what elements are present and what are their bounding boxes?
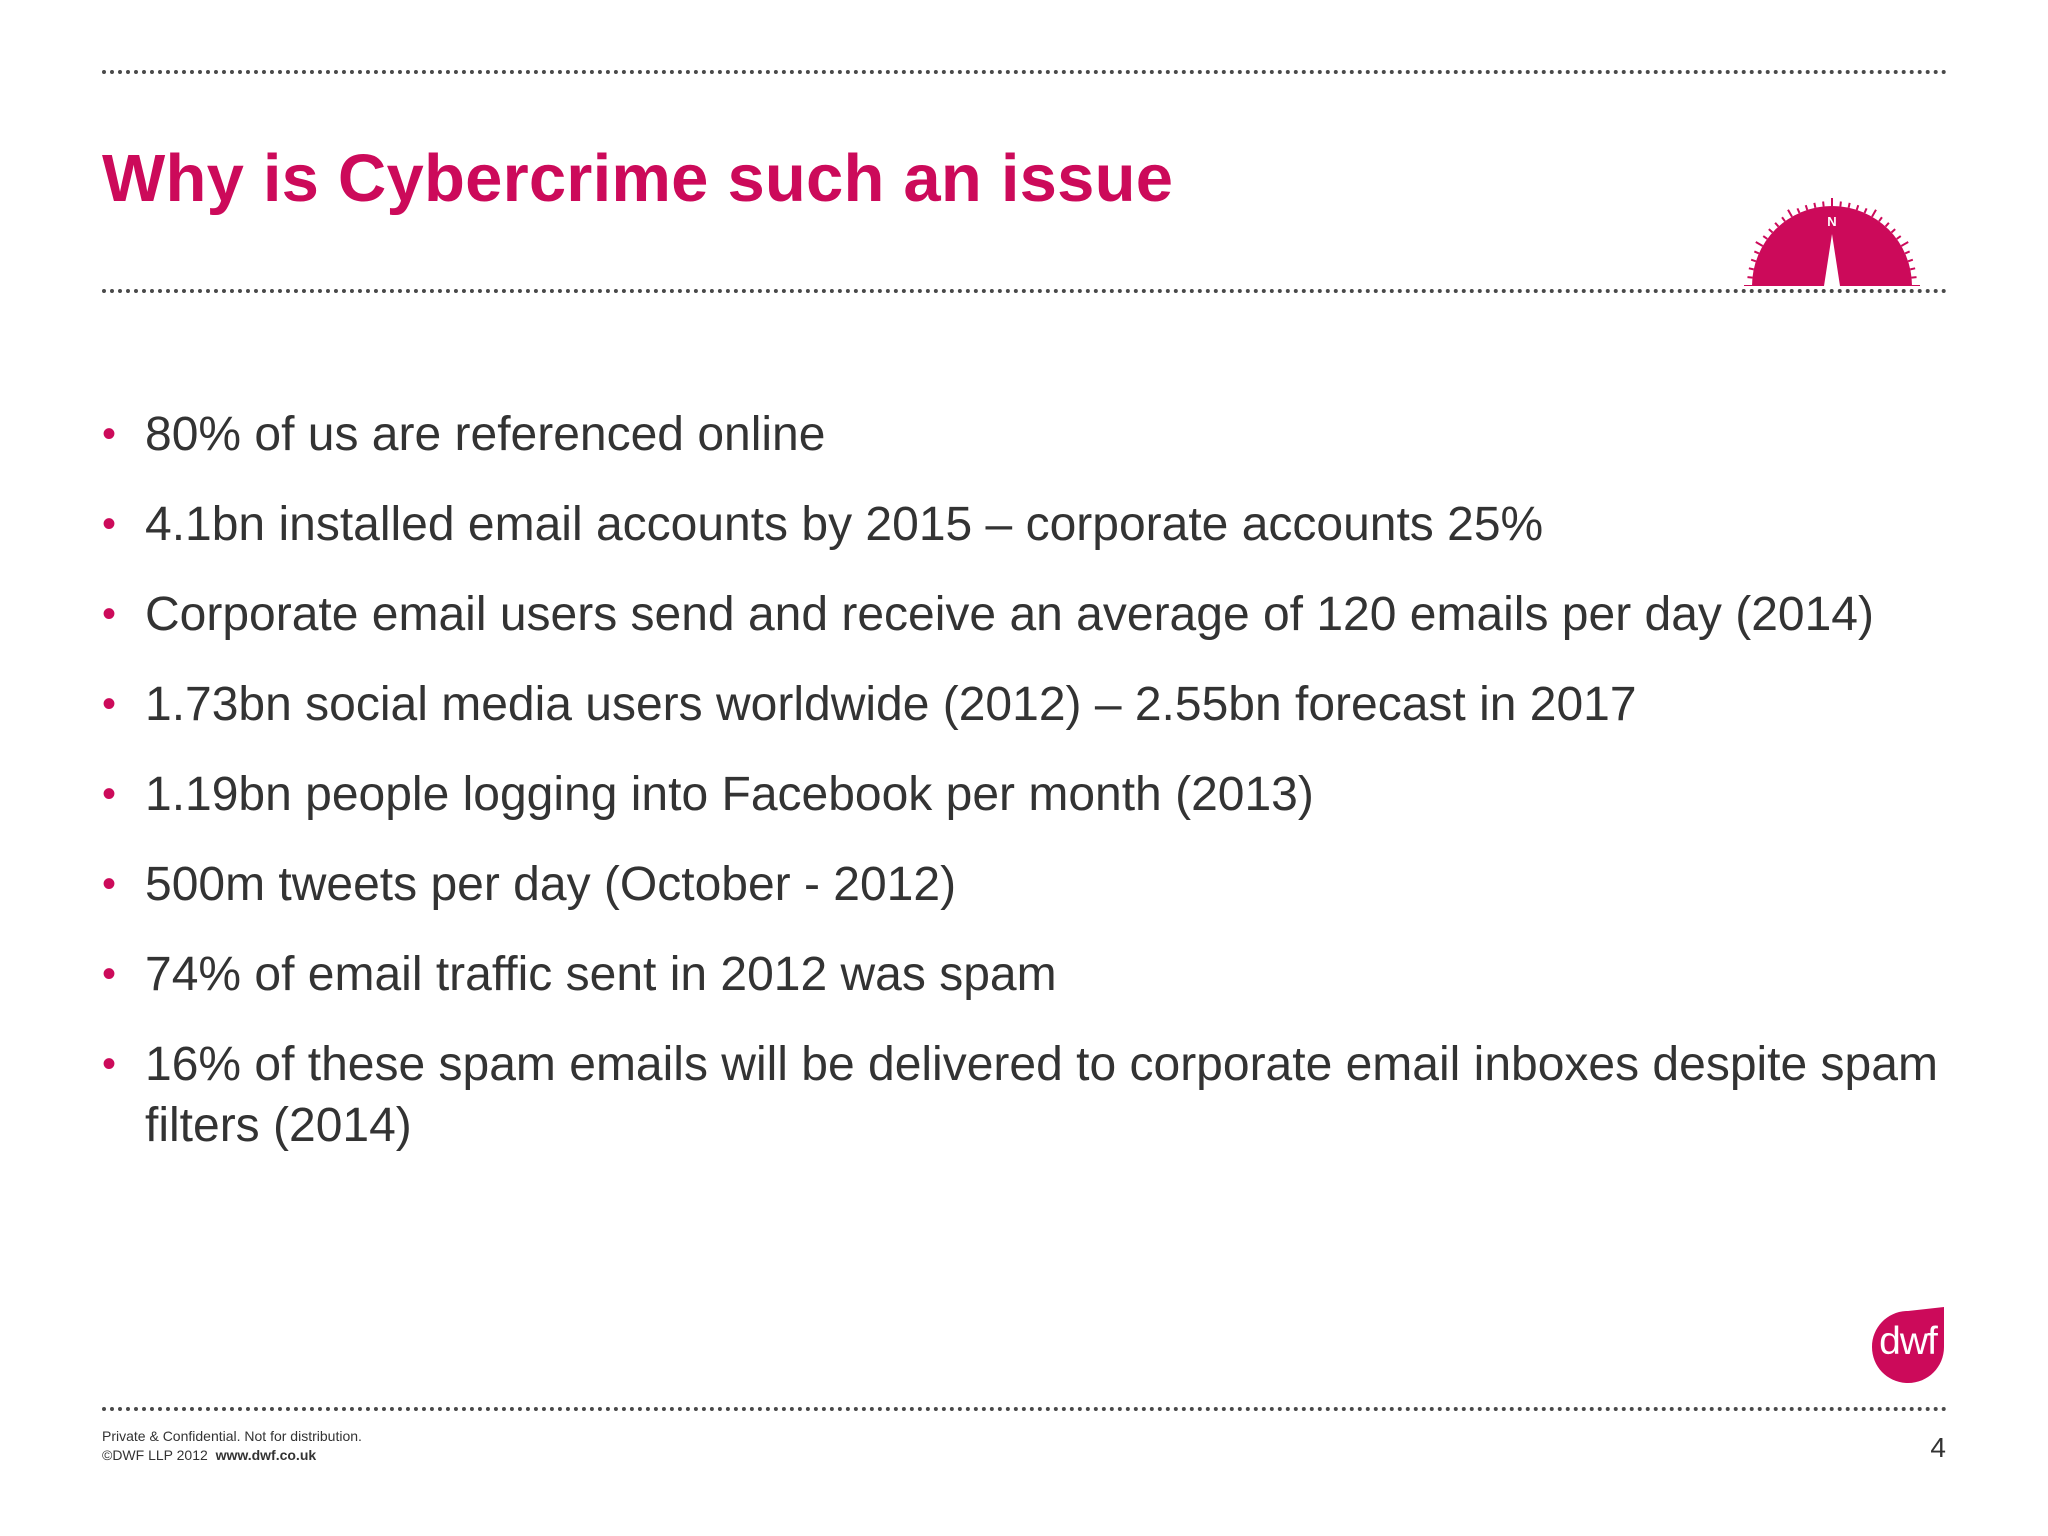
bullet-marker: • — [102, 862, 117, 906]
confidential-notice: Private & Confidential. Not for distribution. — [102, 1428, 362, 1444]
website-link[interactable]: www.dwf.co.uk — [215, 1447, 317, 1463]
bullet-item — [102, 944, 1962, 1005]
bullet-marker: • — [102, 412, 117, 456]
bullet-text: 74% of email traffic sent in 2012 was spam — [145, 948, 1057, 1001]
compass-icon — [1744, 190, 1920, 286]
bullet-list — [102, 404, 1962, 1185]
bullet-item — [102, 764, 1962, 825]
bullet-text: 1.19bn people logging into Facebook per month (2013) — [145, 768, 1314, 821]
bullet-marker: • — [102, 592, 117, 636]
bullet-text: 16% of these spam emails will be delivered to corporate email inboxes despite spam filters (2014) — [145, 1038, 1938, 1152]
bullet-marker: • — [102, 1042, 117, 1086]
bullet-text: 4.1bn installed email accounts by 2015 – corporate accounts 25% — [145, 498, 1544, 551]
bullet-text: Corporate email users send and receive an average of 120 emails per day (2014) — [145, 588, 1874, 641]
bullet-item — [102, 854, 1962, 915]
bullet-text: 1.73bn social media users worldwide (2012) – 2.55bn forecast in 2017 — [145, 678, 1637, 731]
bullet-item — [102, 494, 1962, 555]
bullet-item — [102, 674, 1962, 735]
dwf-logo-text: dwf — [1879, 1320, 1937, 1363]
bullet-item — [102, 584, 1962, 645]
title-divider — [102, 289, 1948, 293]
footer-divider — [102, 1407, 1948, 1411]
page-number: 4 — [1930, 1432, 1946, 1463]
bullet-marker: • — [102, 502, 117, 546]
bullet-marker: • — [102, 952, 117, 996]
footer-copyright — [102, 1447, 316, 1463]
bullet-text: 80% of us are referenced online — [145, 408, 826, 461]
bullet-item — [102, 1034, 1962, 1156]
dwf-logo — [1872, 1307, 1944, 1383]
bullet-marker: • — [102, 682, 117, 726]
bullet-item — [102, 404, 1962, 465]
slide-title: Why is Cybercrime such an issue — [102, 141, 1174, 216]
bullet-marker: • — [102, 772, 117, 816]
copyright-text: ©DWF LLP 2012 — [102, 1447, 208, 1463]
bullet-text: 500m tweets per day (October - 2012) — [145, 858, 957, 911]
compass-north-label: N — [1827, 214, 1837, 229]
top-divider — [102, 70, 1948, 74]
